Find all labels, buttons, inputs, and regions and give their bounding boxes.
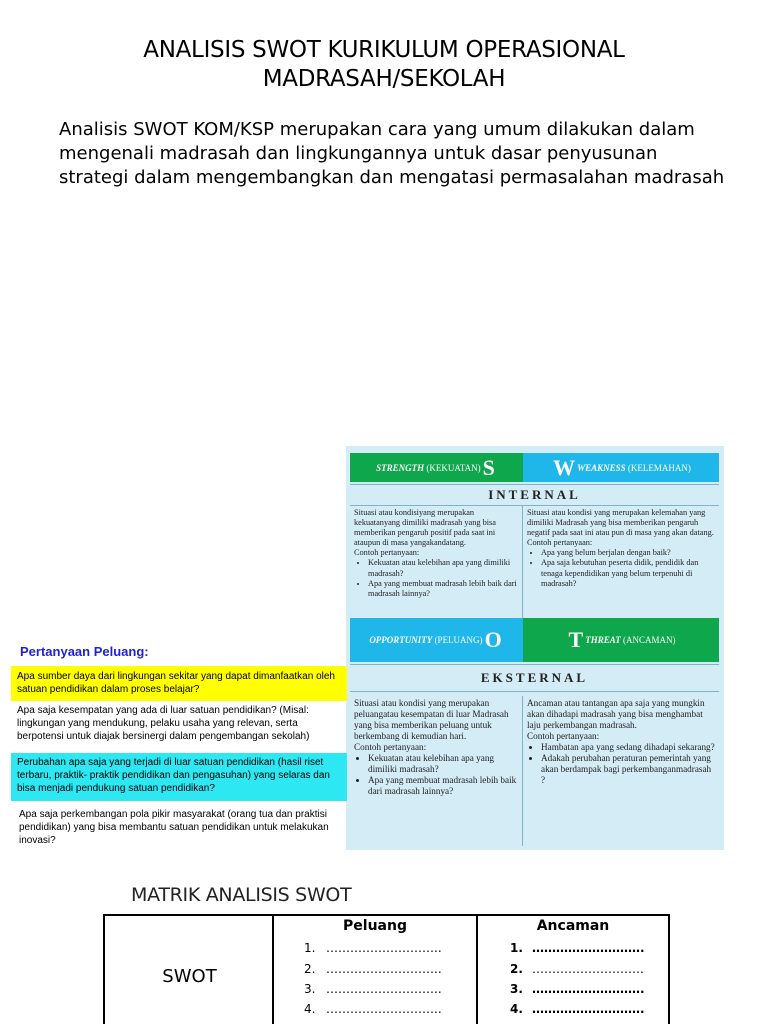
matrix-peluang-row <box>304 941 442 955</box>
question-item-2: Apa saja kesempatan yang ada di luar satuan pendidikan? (Misal: lingkungan yang mendukung, pelaku usaha yang relevan, serta berpotensi untuk diajak bersinergi dalam pengembangan sekolah) <box>17 705 310 742</box>
row-blank: ……………………….. <box>326 941 442 955</box>
strength-item: • Apa yang membuat madrasah lebih baik dari madrasah lainnya? <box>368 579 518 599</box>
opportunity-body <box>350 696 523 846</box>
page-title <box>0 36 768 94</box>
swot-matrix-table <box>103 914 670 1024</box>
matrix-corner-label: SWOT <box>162 966 217 987</box>
question-item-1: Apa sumber daya dari lingkungan sekitar yang dapat dimanfaatkan oleh satuan pendidikan dalam proses belajar? <box>11 666 347 701</box>
external-band: EKSTERNAL <box>350 664 719 692</box>
swot-diagram <box>346 446 724 850</box>
strength-header <box>350 453 523 482</box>
opportunity-item: • Apa yang membuat madrasah lebih baik dari madrasah lainnya? <box>368 775 518 797</box>
strength-text: Situasi atau kondisiyang merupakan kekuatanyang dimiliki madrasah yang bisa memberikan pengaruh positif pada saat ini ataupun di masa yangakandatang. <box>354 508 496 548</box>
row-number: 3. <box>304 982 316 996</box>
threat-item: • Hambatan apa yang sedang dihadapi sekarang? <box>541 742 715 753</box>
opportunity-text: Situasi atau kondisi yang merupakan peluangatau kesempatan di luar Madrasah yang bisa memberikan peluang untuk berkembang di kemudian hari. <box>354 698 509 741</box>
matrix-peluang-row <box>304 982 442 996</box>
matrix-peluang-header: Peluang <box>343 918 407 934</box>
row-blank: ……………………….. <box>326 962 442 976</box>
row-blank: ……………………….. <box>326 982 442 996</box>
weakness-body <box>523 506 719 618</box>
threat-sub: (ANCAMAN) <box>622 635 676 645</box>
strength-letter: S <box>482 454 495 480</box>
threat-label: THREAT <box>585 635 621 645</box>
weakness-letter: W <box>553 454 576 480</box>
row-blank: ………………………. <box>532 1002 645 1016</box>
row-number: 1. <box>304 941 316 955</box>
row-number: 1. <box>510 941 523 955</box>
matrix-peluang-row <box>304 962 442 976</box>
strength-sub: (KEKUATAN) <box>426 462 481 473</box>
weakness-text: Situasi atau kondisi yang merupakan kelemahan yang dimiliki Madrasah yang bisa memberikan pengaruh negatif pada saat ini atau pun di masa yang akan datang. <box>527 508 714 538</box>
matrix-ancaman-row <box>510 982 645 996</box>
matrix-ancaman-header: Ancaman <box>536 918 610 934</box>
row-number: 3. <box>510 982 523 996</box>
matrix-ancaman-column <box>478 916 668 1024</box>
threat-text: Ancaman atau tantangan apa saja yang mungkin akan dihadapi madrasah yang bisa menghambat laju perkembangan madrasah. <box>527 698 705 730</box>
matrix-peluang-row <box>304 1002 442 1016</box>
row-number: 2. <box>304 962 316 976</box>
weakness-header <box>523 453 719 482</box>
matrix-corner-cell <box>105 916 274 1024</box>
weakness-item: • Apa saja kebutuhan peserta didik, pendidik dan tenaga kependidikan yang belum terpenuhi di madrasah? <box>541 558 715 588</box>
strength-item: • Kekuatan atau kelebihan apa yang dimiliki madrasah? <box>368 558 518 578</box>
question-item-3: Perubahan apa saja yang terjadi di luar satuan pendidikan (hasil riset terbaru, praktik- praktik pendidikan dan pengasuhan) yang selaras dan bisa menjadi pendukung satuan pendidikan? <box>11 753 347 801</box>
threat-header <box>523 618 719 662</box>
row-number: 2. <box>510 962 523 976</box>
threat-item: • Adakah perubahan peraturan pemerintah yang akan berdampak bagi perkembanganmadrasah ? <box>541 753 715 786</box>
page-title-line-2: MADRASAH/SEKOLAH <box>262 66 506 92</box>
row-number: 4. <box>510 1002 523 1016</box>
row-blank: ………………………. <box>532 962 644 976</box>
weakness-item: • Apa yang belum berjalan dengan baik? <box>541 548 715 558</box>
matrix-peluang-column <box>274 916 478 1024</box>
page-title-line-1: ANALISIS SWOT KURIKULUM OPERASIONAL <box>143 37 625 63</box>
strength-body <box>350 506 523 618</box>
opportunity-question-label: Contoh pertanyaan: <box>354 742 427 752</box>
opportunity-letter: O <box>484 627 502 652</box>
weakness-label: WEAKNESS <box>577 462 626 473</box>
opportunity-label: OPPORTUNITY <box>369 635 433 645</box>
threat-letter: T <box>568 627 584 652</box>
strength-label: STRENGTH <box>376 462 425 473</box>
intro-paragraph: Analisis SWOT KOM/KSP merupakan cara yang umum dilakukan dalam mengenali madrasah dan lingkungannya untuk dasar penyusunan strategi dalam mengembangkan dan mengatasi permasalahan madrasah <box>59 119 725 188</box>
questions-title: Pertanyaan Peluang: <box>20 644 149 659</box>
row-blank: ……………………….. <box>326 1002 442 1016</box>
opportunity-item: • Kekuatan atau kelebihan apa yang dimiliki madrasah? <box>368 753 518 775</box>
matrix-title: MATRIK ANALISIS SWOT <box>131 884 352 906</box>
opportunity-header <box>350 618 523 662</box>
matrix-ancaman-row <box>510 1002 645 1016</box>
threat-body <box>523 696 719 846</box>
weakness-question-label: Contoh pertanyaan: <box>527 538 593 548</box>
matrix-ancaman-row <box>510 941 645 955</box>
strength-question-label: Contoh pertanyaan: <box>354 548 420 558</box>
threat-question-label: Contoh pertanyaan: <box>527 731 600 741</box>
row-blank: ………………………. <box>532 941 645 955</box>
opportunity-sub: (PELUANG) <box>434 635 483 645</box>
row-blank: ………………………. <box>532 982 645 996</box>
weakness-sub: (KELEMAHAN) <box>627 462 691 473</box>
matrix-ancaman-row <box>510 962 644 976</box>
row-number: 4. <box>304 1002 316 1016</box>
question-item-4: Apa saja perkembangan pola pikir masyarakat (orang tua dan praktisi pendidikan) yang bisa membantu satuan pendidikan untuk melakukan inovasi? <box>19 809 329 846</box>
internal-band: INTERNAL <box>350 484 719 506</box>
